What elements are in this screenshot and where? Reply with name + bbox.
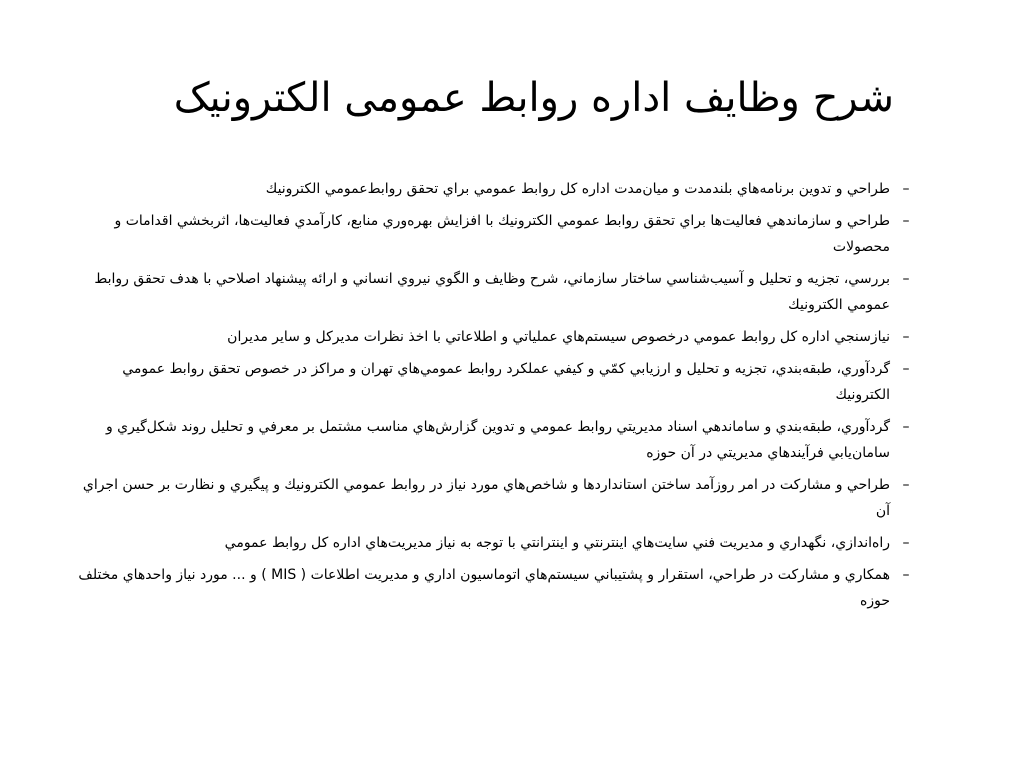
bullet-dash-icon: –: [902, 271, 910, 287]
bullet-dash-icon: –: [902, 329, 910, 345]
bullet-item: [78, 472, 914, 524]
bullet-item: [78, 414, 914, 466]
bullet-item: [78, 176, 914, 202]
bullet-dash-icon: –: [902, 213, 910, 229]
bullet-item: [78, 208, 914, 260]
bullet-dash-icon: –: [902, 361, 910, 377]
bullet-text: طراحي و سازماندهي فعاليت‌ها براي تحقق روابط عمومي الكترونيك با افزايش بهره‌وري منابع، كارآمدي فعاليت‌ها، اثربخشي اقدامات و محصولات: [114, 213, 890, 255]
bullet-item: [78, 562, 914, 614]
bullet-dash-icon: –: [902, 477, 910, 493]
bullet-item: [78, 530, 914, 556]
bullet-dash-icon: –: [902, 567, 910, 583]
bullet-text: طراحي و مشاركت در امر روزآمد ساختن استانداردها و شاخص‌هاي مورد نياز در روابط عمومي الكترونيك و پيگيري و نظارت بر حسن اجراي آن: [82, 477, 890, 519]
bullet-text: نيازسنجي اداره كل روابط عمومي درخصوص سيستم‌هاي عملياتي و اطلاعاتي با اخذ نظرات مديركل و ساير مديران: [227, 329, 890, 345]
bullet-text: گردآوري، طبقه‌بندي، تجزيه و تحليل و ارزيابي كمّي و كيفي عملكرد روابط عمومي‌هاي تهران و مراكز در خصوص تحقق روابط عمومي الكترونيك: [122, 361, 890, 403]
bullet-text: راه‌اندازي، نگهداري و مديريت فني سايت‌هاي اينترنتي و اينترانتي با توجه به نياز مديريت‌هاي اداره كل روابط عمومي: [224, 535, 890, 551]
bullet-text: همكاري و مشاركت در طراحي، استقرار و پشتيباني سيستم‌هاي اتوماسيون اداري و مديريت اطلاعات ( MIS ) و ... مورد نياز واحدهاي مختلف حوزه: [78, 567, 890, 609]
bullet-list: [78, 176, 914, 620]
bullet-item: [78, 356, 914, 408]
bullet-dash-icon: –: [902, 419, 910, 435]
bullet-text: طراحي و تدوين برنامه‌هاي بلندمدت و ميان‌مدت اداره كل روابط عمومي براي تحقق روابط‌عمومي الكترونيك: [265, 181, 890, 197]
bullet-item: [78, 324, 914, 350]
bullet-dash-icon: –: [902, 181, 910, 197]
bullet-text: گردآوري، طبقه‌بندي و ساماندهي اسناد مديريتي روابط عمومي و تدوين گزارش‌هاي مناسب مشتمل بر معرفي و تحليل روند شكل‌گيري و سامان‌يابي فرآيندهاي مديريتي در آن حوزه: [105, 419, 890, 461]
bullet-text: بررسي، تجزيه و تحليل و آسيب‌شناسي ساختار سازماني، شرح وظايف و الگوي نيروي انساني و ارائه پيشنهاد اصلاحي با هدف تحقق روابط عمومي الكترونيك: [94, 271, 890, 313]
bullet-item: [78, 266, 914, 318]
bullet-dash-icon: –: [902, 535, 910, 551]
slide-title: شرح وظایف اداره روابط عمومی الکترونیک: [173, 75, 894, 121]
